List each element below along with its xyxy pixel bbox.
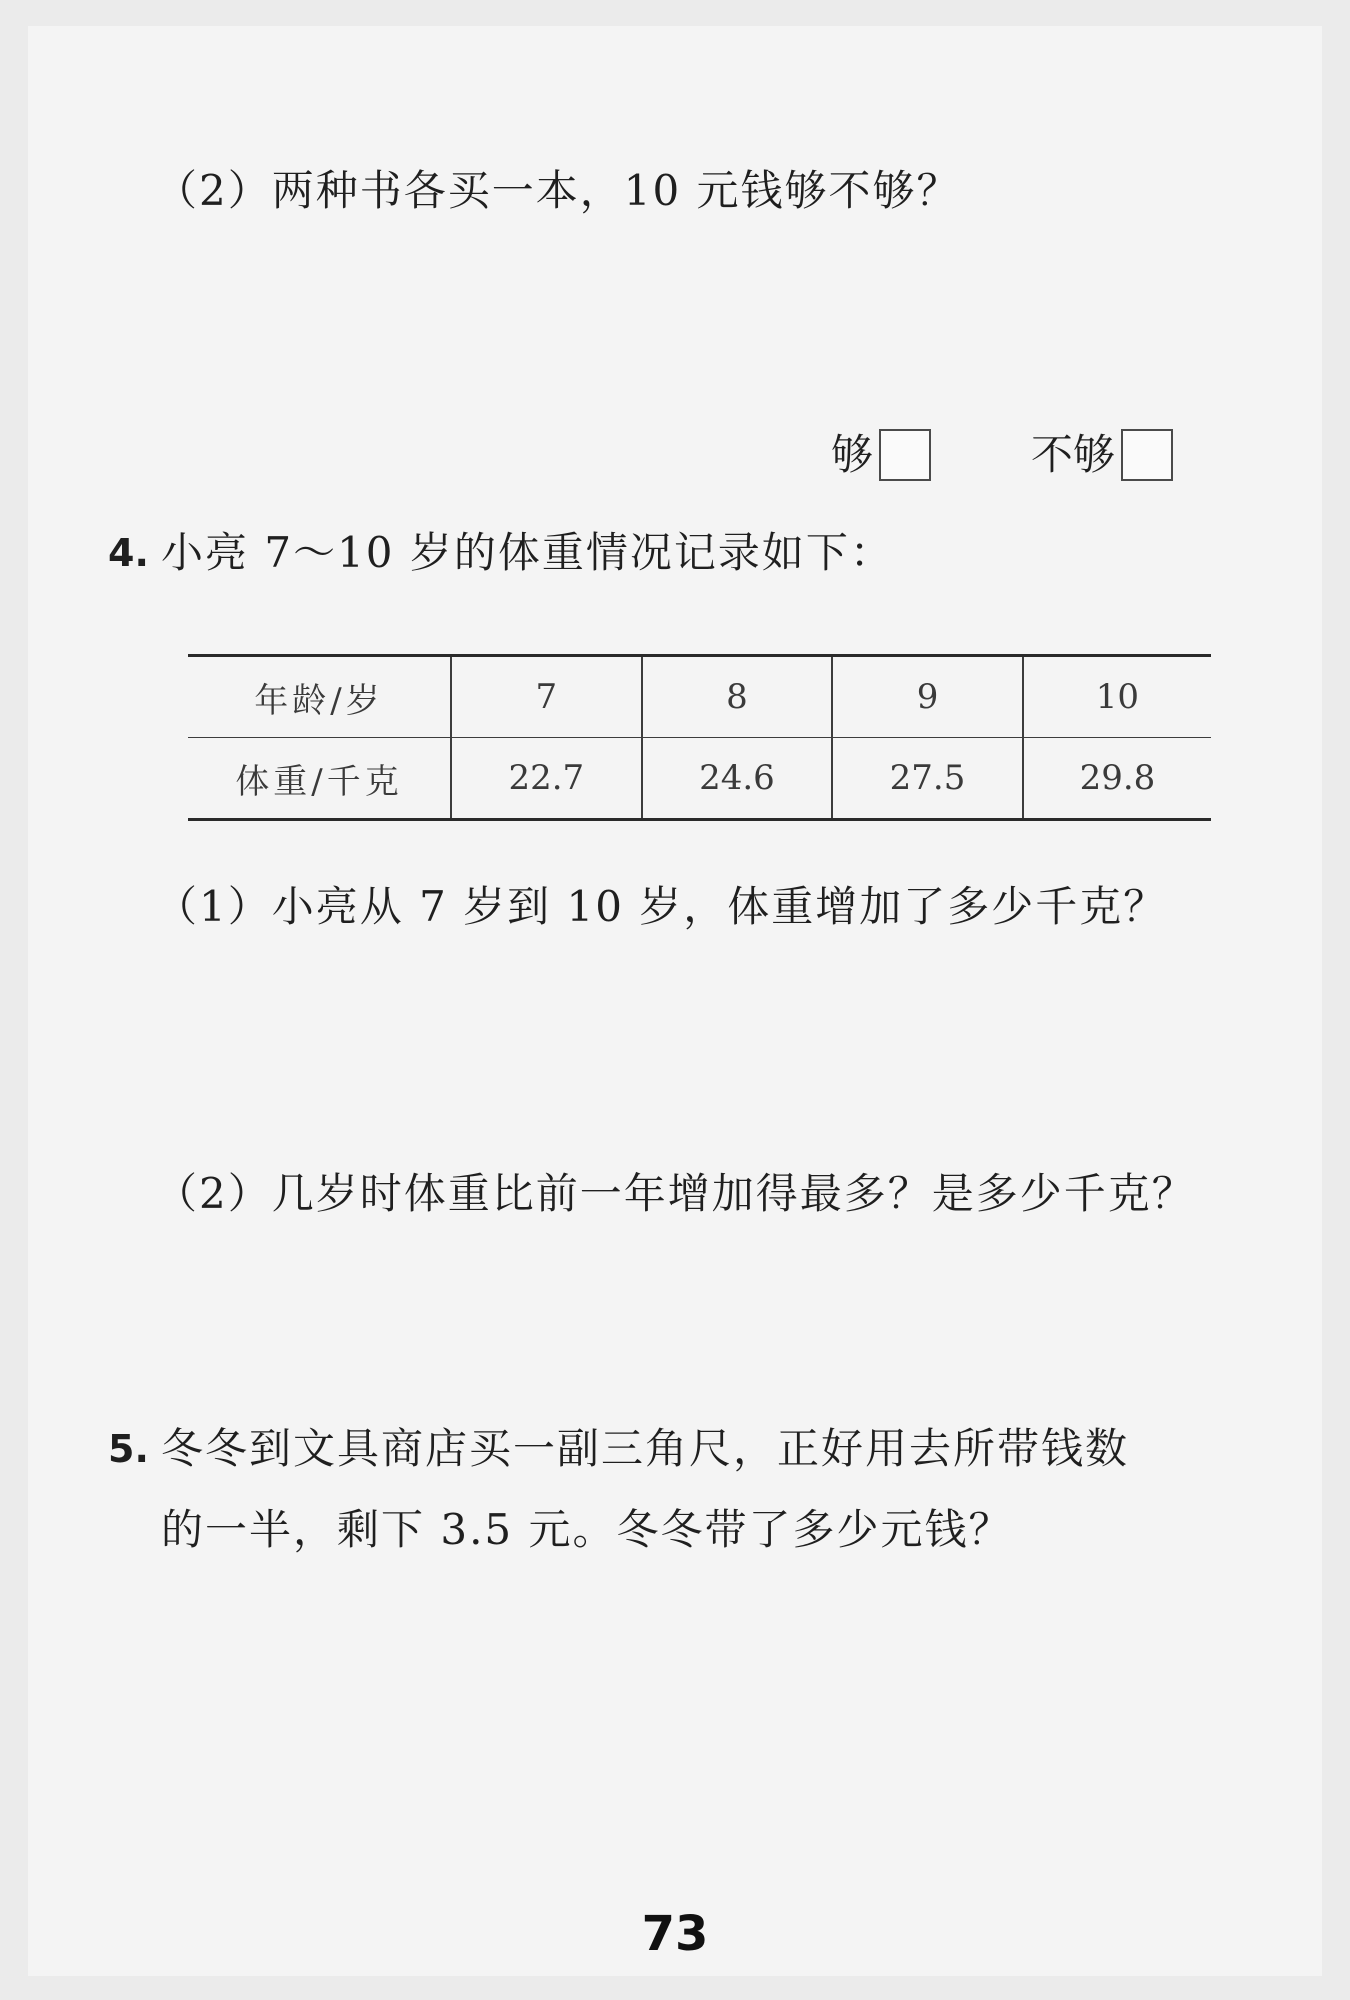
table-cell-age: 10 <box>1023 656 1211 738</box>
table-header-age: 年龄/岁 <box>188 656 451 738</box>
table-header-weight: 体重/千克 <box>188 738 451 820</box>
q5-line1: 冬冬到文具商店买一副三角尺，正好用去所带钱数 <box>161 1424 1130 1473</box>
q4-part1-text: （1）小亮从 7 岁到 10 岁，体重增加了多少千克？ <box>155 882 1168 931</box>
table-cell-weight: 27.5 <box>832 738 1023 820</box>
table-cell-age: 9 <box>832 656 1023 738</box>
table-cell-weight: 22.7 <box>451 738 642 820</box>
table-cell-weight: 29.8 <box>1023 738 1211 820</box>
choice-not-enough[interactable] <box>1031 429 1173 481</box>
weight-table <box>188 654 1211 821</box>
q5-line2: 的一半，剩下 3.5 元。冬冬带了多少元钱？ <box>161 1505 1013 1554</box>
choice-enough-label: 够 <box>831 430 874 479</box>
choice-not-enough-checkbox[interactable] <box>1121 429 1173 481</box>
choice-not-enough-label: 不够 <box>1031 430 1116 479</box>
q4-number: 4. <box>108 531 149 575</box>
q3-part2-text: （2）两种书各买一本，10 元钱够不够？ <box>155 166 961 215</box>
table-row-age <box>188 656 1211 738</box>
table-cell-weight: 24.6 <box>642 738 833 820</box>
choice-enough[interactable] <box>831 429 931 481</box>
q5-number: 5. <box>108 1427 149 1471</box>
q4-prompt: 小亮 7～10 岁的体重情况记录如下： <box>161 528 894 577</box>
table-cell-age: 8 <box>642 656 833 738</box>
table-row-weight <box>188 738 1211 820</box>
worksheet-page <box>28 26 1322 1976</box>
choice-enough-checkbox[interactable] <box>879 429 931 481</box>
table-cell-age: 7 <box>451 656 642 738</box>
q4-part2-text: （2）几岁时体重比前一年增加得最多？是多少千克？ <box>155 1169 1196 1218</box>
page-number: 73 <box>641 1906 709 1962</box>
